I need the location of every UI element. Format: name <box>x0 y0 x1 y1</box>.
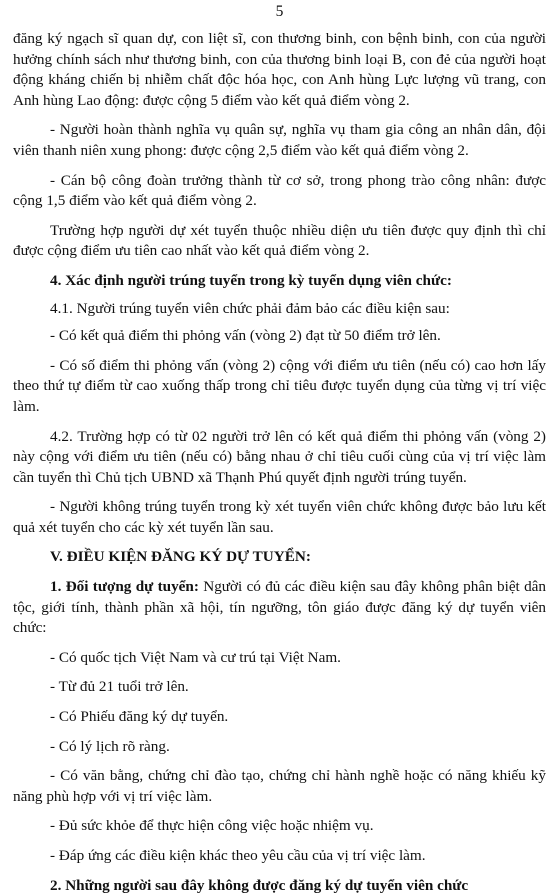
paragraph-union-officer: - Cán bộ công đoàn trưởng thành từ cơ sở, trong phong trào công nhân: được cộng 1,5 điểm vào kết quả điểm vòng 2. <box>13 171 546 210</box>
heading-section-v: V. ĐIỀU KIỆN ĐĂNG KÝ DỰ TUYỂN: <box>50 548 311 566</box>
page-number: 5 <box>275 3 284 20</box>
paragraph-score-threshold: - Có kết quả điểm thi phỏng vấn (vòng 2) đạt từ 50 điểm trở lên. <box>50 327 441 345</box>
list-item-other-requirements: - Đáp ứng các điều kiện khác theo yêu cầu của vị trí việc làm. <box>50 847 426 864</box>
paragraph-military-service: - Người hoàn thành nghĩa vụ quân sự, nghĩa vụ tham gia công an nhân dân, đội viên thanh niên xung phong: được cộng 2,5 điểm vào kết quả điểm vòng 2. <box>13 121 546 159</box>
list-item-background: - Có lý lịch rõ ràng. <box>50 737 170 755</box>
heading-ineligible-persons: 2. Những người sau đây không được đăng ký dự tuyển viên chức <box>50 876 469 894</box>
paragraph-score-ranking: - Có số điểm thi phỏng vấn (vòng 2) cộng với điểm ưu tiên (nếu có) cao hơn lấy theo thứ tự điểm từ cao xuống thấp trong chỉ tiêu được tuyển dụng của từng vị trí việc làm. <box>13 356 546 415</box>
subheading-eligible-candidates: 1. Đối tượng dự tuyển: <box>50 578 199 596</box>
list-item-health: - Đủ sức khỏe để thực hiện công việc hoặc nhiệm vụ. <box>50 817 374 835</box>
list-item-age: - Từ đủ 21 tuổi trở lên. <box>50 678 189 696</box>
paragraph-4-2: 4.2. Trường hợp có từ 02 người trở lên có kết quả điểm thi phỏng vấn (vòng 2) này cộng với điểm ưu tiên (nếu có) bằng nhau ở chỉ tiêu cuối cùng của vị trí việc làm cần tuyển thì Chủ tịch UBND xã Thạnh Phú quyết định người trúng tuyển. <box>13 427 546 486</box>
paragraph-multiple-priority: Trường hợp người dự xét tuyển thuộc nhiều diện ưu tiên được quy định thì chỉ được cộng điểm ưu tiên cao nhất vào kết quả điểm vòng 2. <box>13 221 546 260</box>
paragraph-not-reserved: - Người không trúng tuyển trong kỳ xét tuyển viên chức không được bảo lưu kết quả xét tuyển cho các kỳ xét tuyển lần sau. <box>13 498 546 536</box>
paragraph-eligible-candidates-text: Người có đủ các điều kiện sau đây không phân biệt dân tộc, giới tính, thành phần xã hội, tín ngưỡng, tôn giáo được đăng ký dự tuyển viên chức: <box>13 578 547 637</box>
paragraph-eligible-candidates <box>13 577 546 639</box>
paragraph-priority-list-continued: đăng ký ngạch sĩ quan dự, con liệt sĩ, con thương binh, con bệnh binh, con của người hưởng chính sách như thương binh, con của thương binh loại B, con đẻ của người hoạt động kháng chiến bị nhiễm chất độc hóa học, con Anh hùng Lực lượng vũ trang, con Anh hùng Lao động: được cộng 5 điểm vào kết quả điểm vòng 2. <box>13 30 546 109</box>
heading-section-4: 4. Xác định người trúng tuyển trong kỳ tuyển dụng viên chức: <box>50 271 452 289</box>
list-item-nationality: - Có quốc tịch Việt Nam và cư trú tại Việt Nam. <box>50 648 341 666</box>
list-item-registration-form: - Có Phiếu đăng ký dự tuyển. <box>50 708 229 726</box>
paragraph-4-1: 4.1. Người trúng tuyển viên chức phải đảm bảo các điều kiện sau: <box>50 299 450 317</box>
list-item-qualifications: - Có văn bằng, chứng chỉ đào tạo, chứng chỉ hành nghề hoặc có năng khiếu kỹ năng phù hợp với vị trí việc làm. <box>13 767 546 805</box>
